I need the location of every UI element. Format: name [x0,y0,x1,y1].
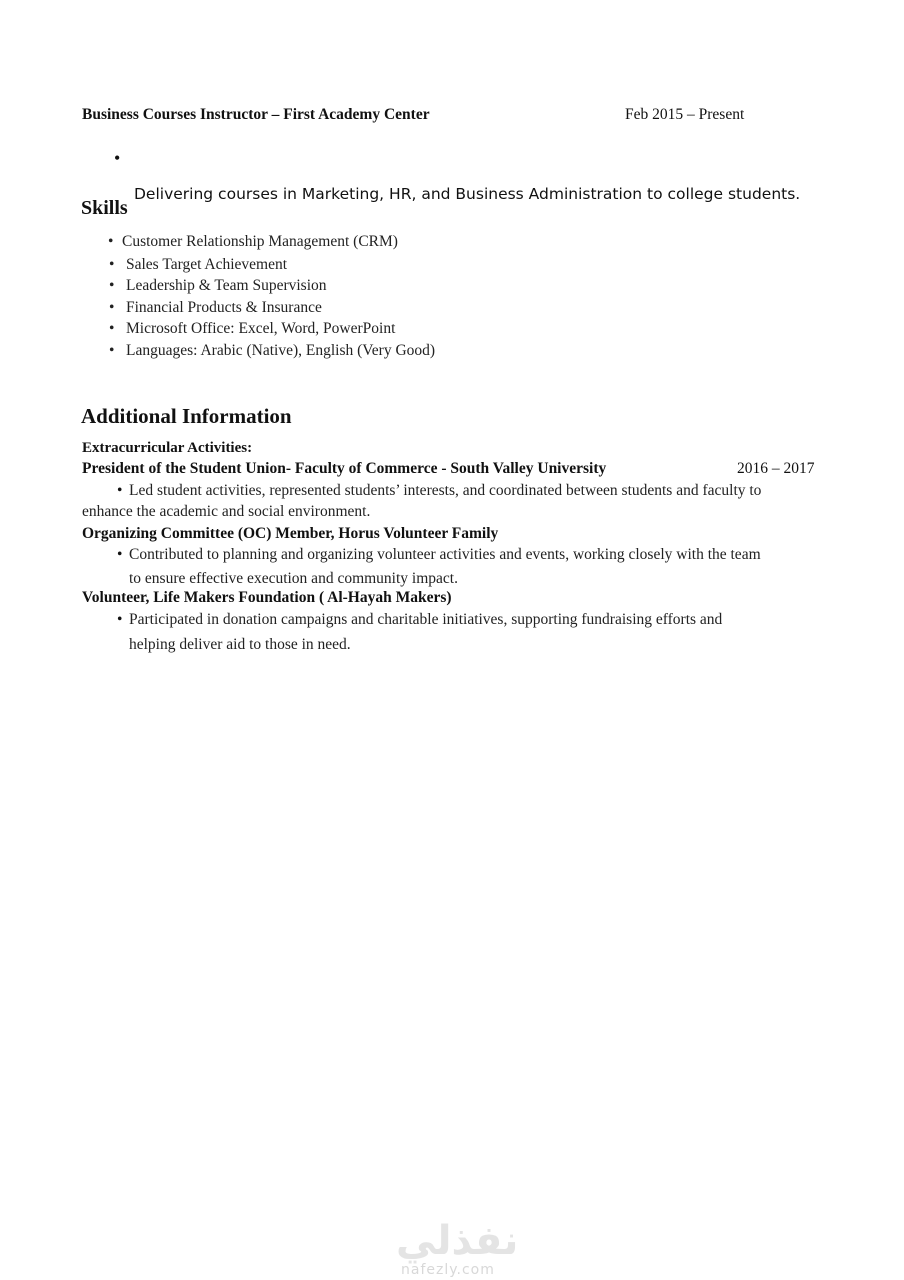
activity-description-line: enhance the academic and social environment. [82,503,371,520]
skill-text: Customer Relationship Management (CRM) [122,233,398,250]
bullet-icon: • [109,342,115,359]
skill-text: Leadership & Team Supervision [126,277,327,294]
extracurricular-heading: Extracurricular Activities: [82,440,253,456]
bullet-icon: • [117,546,123,563]
activity-description-line: Participated in donation campaigns and charitable initiatives, supporting fundraising efforts and [129,611,723,628]
skill-text: Financial Products & Insurance [126,299,322,316]
skill-text: Sales Target Achievement [126,256,288,273]
bullet-icon: • [108,233,114,250]
job-description: Delivering courses in Marketing, HR, and Business Administration to college students. [134,185,801,203]
activity-description-line: Contributed to planning and organizing volunteer activities and events, working closely with the team [129,546,761,563]
watermark-logo: نفذلي [396,1218,519,1264]
activity-date: 2016 – 2017 [737,460,815,477]
skill-text: Languages: Arabic (Native), English (Very Good) [126,342,436,359]
activity-title: Organizing Committee (OC) Member, Horus Volunteer Family [82,525,499,542]
skill-text: Microsoft Office: Excel, Word, PowerPoint [126,320,396,337]
job-date: Feb 2015 – Present [625,106,745,123]
bullet-icon: • [109,320,115,337]
skills-heading: Skills [81,197,128,219]
bullet-icon: • [117,482,123,499]
activity-description-line: helping deliver aid to those in need. [129,636,351,653]
watermark-url: nafezly.com [401,1262,495,1278]
job-title: Business Courses Instructor – First Academy Center [82,106,430,123]
bullet-icon: • [109,299,115,316]
activity-description-line: Led student activities, represented students’ interests, and coordinated between students and faculty to [129,482,762,499]
activity-title: Volunteer, Life Makers Foundation ( Al-Hayah Makers) [82,589,452,606]
bullet-icon: • [117,611,123,628]
bullet-icon: • [109,277,115,294]
bullet-icon: • [109,256,115,273]
empty-bullet: • [114,148,121,168]
additional-info-heading: Additional Information [81,404,292,428]
activity-description-line: to ensure effective execution and community impact. [129,570,458,587]
activity-title: President of the Student Union- Faculty of Commerce - South Valley University [82,460,607,477]
